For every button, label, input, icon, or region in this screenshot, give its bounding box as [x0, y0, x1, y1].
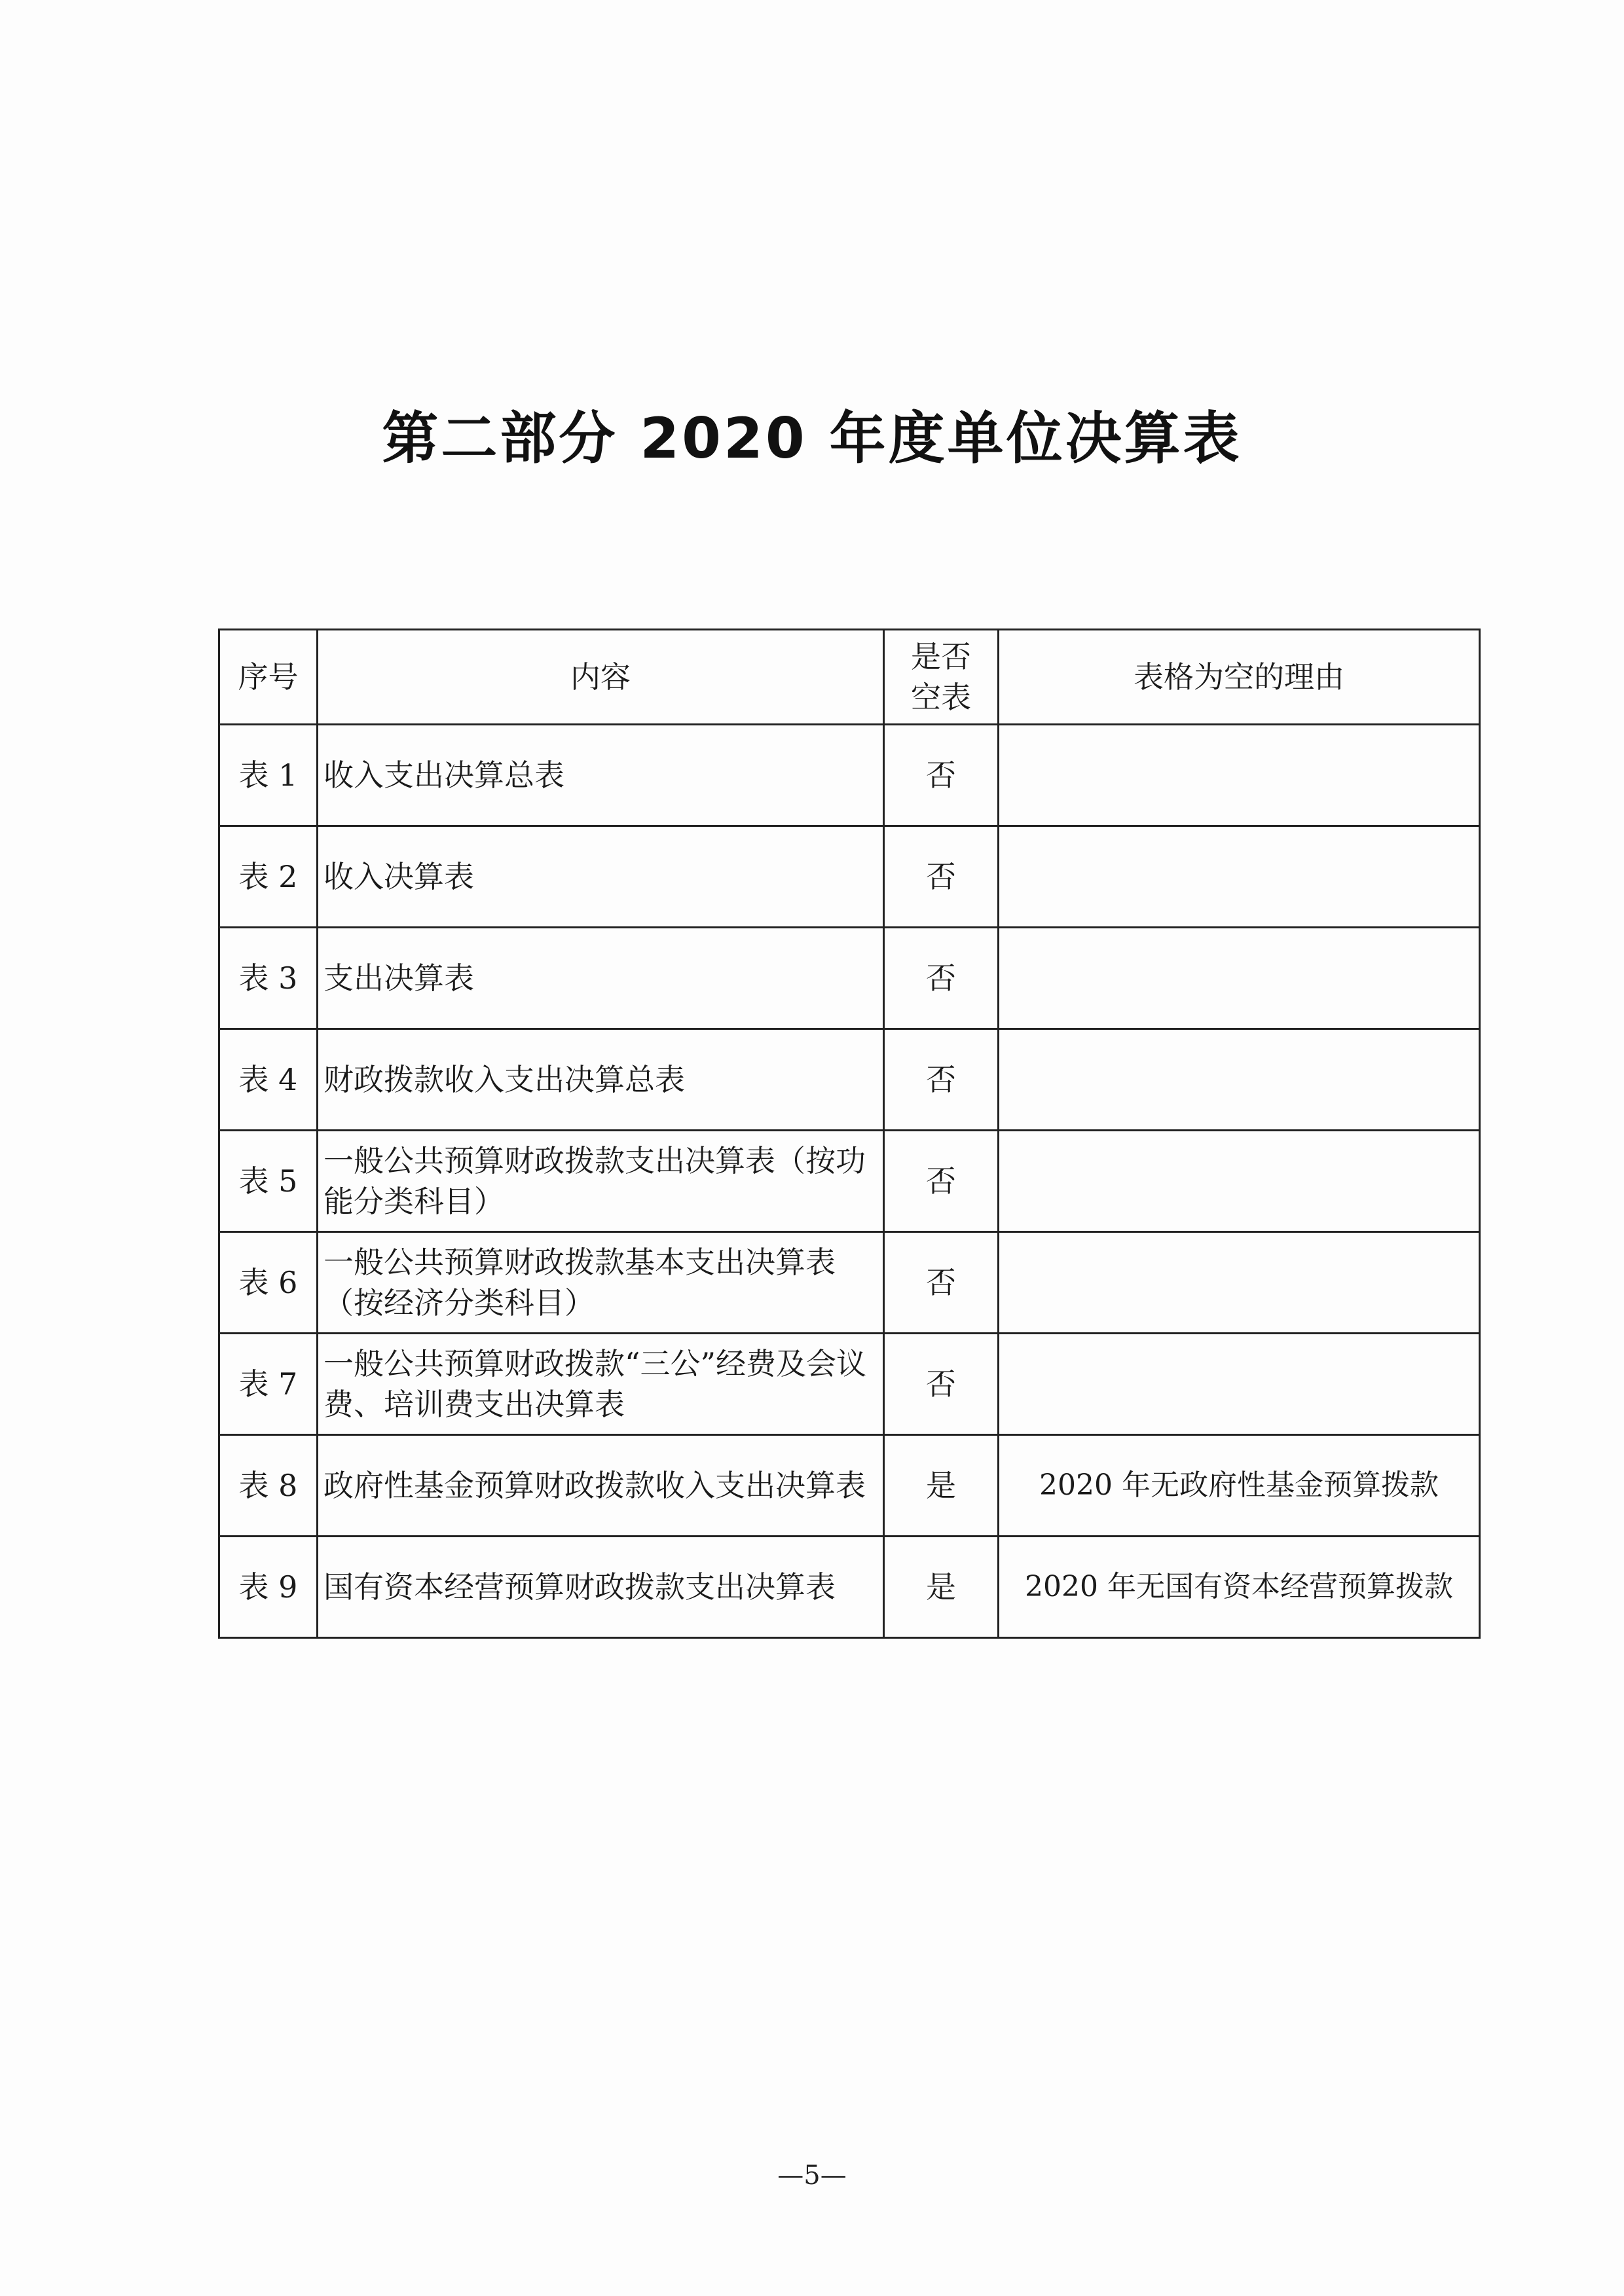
row-reason — [999, 1334, 1480, 1435]
table-row — [219, 928, 1480, 1029]
row-content: 一般公共预算财政拨款基本支出决算表（按经济分类科目） — [318, 1232, 884, 1334]
row-content: 政府性基金预算财政拨款收入支出决算表 — [318, 1435, 884, 1537]
header-seq: 序号 — [219, 630, 318, 725]
row-is-empty: 否 — [884, 826, 999, 928]
row-content: 国有资本经营预算财政拨款支出决算表 — [318, 1537, 884, 1638]
row-content: 收入决算表 — [318, 826, 884, 928]
row-is-empty: 否 — [884, 1131, 999, 1232]
row-reason: 2020 年无国有资本经营预算拨款 — [999, 1537, 1480, 1638]
table-row — [219, 1232, 1480, 1334]
table-row — [219, 725, 1480, 826]
row-is-empty: 否 — [884, 725, 999, 826]
row-reason — [999, 1232, 1480, 1334]
table-row — [219, 1334, 1480, 1435]
row-is-empty: 否 — [884, 1334, 999, 1435]
row-seq: 表 8 — [219, 1435, 318, 1537]
page-title: 第二部分 2020 年度单位决算表 — [382, 406, 1242, 471]
row-reason: 2020 年无政府性基金预算拨款 — [999, 1435, 1480, 1537]
row-seq: 表 7 — [219, 1334, 318, 1435]
header-reason: 表格为空的理由 — [999, 630, 1480, 725]
row-is-empty: 否 — [884, 928, 999, 1029]
row-content: 财政拨款收入支出决算总表 — [318, 1029, 884, 1131]
row-content: 收入支出决算总表 — [318, 725, 884, 826]
row-is-empty: 是 — [884, 1435, 999, 1537]
final-accounts-table — [218, 629, 1481, 1639]
table-row — [219, 826, 1480, 928]
row-reason — [999, 725, 1480, 826]
row-content: 支出决算表 — [318, 928, 884, 1029]
row-seq: 表 1 — [219, 725, 318, 826]
row-seq: 表 6 — [219, 1232, 318, 1334]
row-seq: 表 5 — [219, 1131, 318, 1232]
row-content: 一般公共预算财政拨款支出决算表（按功能分类科目） — [318, 1131, 884, 1232]
row-seq: 表 3 — [219, 928, 318, 1029]
row-seq: 表 9 — [219, 1537, 318, 1638]
table-row — [219, 1435, 1480, 1537]
row-seq: 表 4 — [219, 1029, 318, 1131]
table-row — [219, 1131, 1480, 1232]
row-is-empty: 是 — [884, 1537, 999, 1638]
row-seq: 表 2 — [219, 826, 318, 928]
row-reason — [999, 1029, 1480, 1131]
row-reason — [999, 1131, 1480, 1232]
header-is-empty: 是否空表 — [884, 630, 999, 725]
row-is-empty: 否 — [884, 1029, 999, 1131]
table-header-row — [219, 630, 1480, 725]
table-row — [219, 1029, 1480, 1131]
row-content: 一般公共预算财政拨款“三公”经费及会议费、培训费支出决算表 — [318, 1334, 884, 1435]
row-is-empty: 否 — [884, 1232, 999, 1334]
row-reason — [999, 928, 1480, 1029]
table-row — [219, 1537, 1480, 1638]
page-number: —5— — [777, 2160, 847, 2191]
row-reason — [999, 826, 1480, 928]
header-content: 内容 — [318, 630, 884, 725]
